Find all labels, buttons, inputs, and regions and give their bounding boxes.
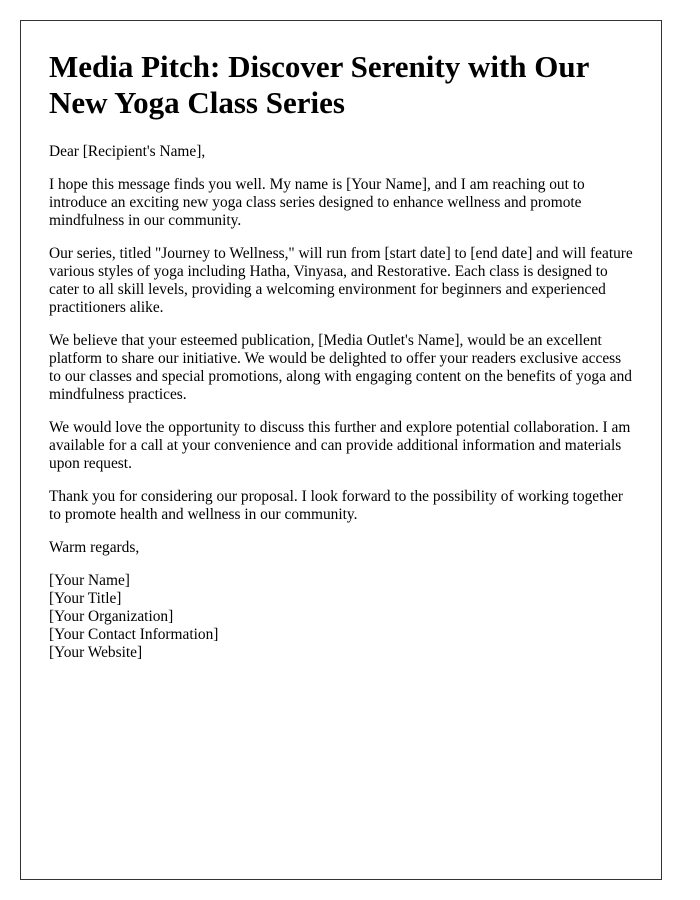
signature-website: [Your Website] [49, 644, 143, 661]
paragraph-series-details: Our series, titled "Journey to Wellness," will run from [start date] to [end date] and will feature various styles of yoga including Hatha, Vinyasa, and Restorative. Each class is designed to cater to all skill levels, providing a welcoming environment for beginners and experienced practitioners alike. [49, 245, 633, 316]
letter-title: Media Pitch: Discover Serenity with Our New Yoga Class Series [49, 49, 589, 120]
signature-block [49, 572, 633, 662]
signature-contact: [Your Contact Information] [49, 626, 219, 643]
signature-organization: [Your Organization] [49, 608, 174, 625]
signature-name: [Your Name] [49, 572, 130, 589]
paragraph-intro: I hope this message finds you well. My name is [Your Name], and I am reaching out to introduce an exciting new yoga class series designed to enhance wellness and promote mindfulness in our community. [49, 176, 585, 229]
closing: Warm regards, [49, 539, 140, 556]
paragraph-thanks: Thank you for considering our proposal. I look forward to the possibility of working together to promote health and wellness in our community. [49, 488, 624, 523]
paragraph-collaboration: We would love the opportunity to discuss this further and explore potential collaboration. I am available for a call at your convenience and can provide additional information and materials upon request. [49, 419, 631, 472]
signature-title: [Your Title] [49, 590, 122, 607]
paragraph-publication-offer: We believe that your esteemed publication, [Media Outlet's Name], would be an excellent platform to share our initiative. We would be delighted to offer your readers exclusive access to our classes and special promotions, along with engaging content on the benefits of yoga and mindfulness practices. [49, 332, 632, 403]
letter-page [20, 20, 662, 880]
salutation: Dear [Recipient's Name], [49, 143, 206, 160]
